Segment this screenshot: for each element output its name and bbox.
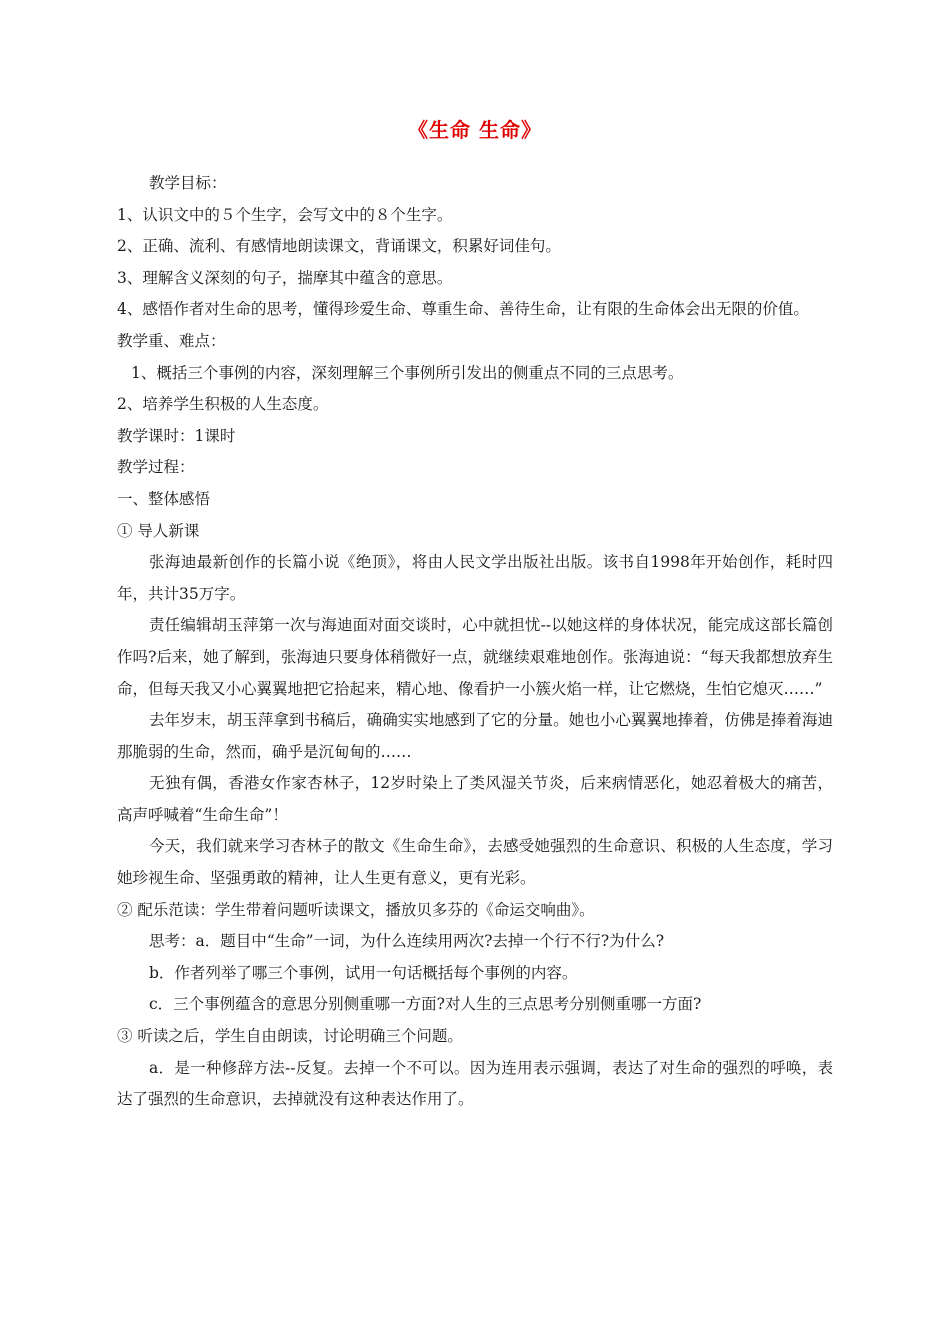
body-paragraph: 责任编辑胡玉萍第一次与海迪面对面交谈时，心中就担忧--以她这样的身体状况，能完成这部长篇创作吗?后来，她了解到，张海迪只要身体稍微好一点，就继续艰难地创作。张海迪说：“每天我都想放弃生命，但每天我又小心翼翼地把它拾起来，精心地、像看护一小簇火焰一样，让它燃烧，生怕它熄灭……” bbox=[117, 616, 833, 698]
body-paragraph: 今天，我们就来学习杏林子的散文《生命生命》，去感受她强烈的生命意识、积极的人生态度，学习她珍视生命、坚强勇敢的精神，让人生更有意义，更有光彩。 bbox=[117, 837, 833, 888]
body-paragraph: 去年岁末，胡玉萍拿到书稿后，确确实实地感到了它的分量。她也小心翼翼地捧着，仿佛是捧着海迪那脆弱的生命，然而，确乎是沉甸甸的…… bbox=[117, 711, 833, 761]
key-point-item: 2、培养学生积极的人生态度。 bbox=[117, 395, 329, 414]
objectives-heading: 教学目标： bbox=[149, 174, 227, 192]
objective-item: 1、认识文中的５个生字，会写文中的８个生字。 bbox=[117, 205, 453, 224]
step-heading: ① 导人新课 bbox=[117, 521, 200, 540]
body-paragraph: 无独有偶，香港女作家杏林子，12岁时染上了类风湿关节炎，后来病情恶化，她忍着极大的痛苦，高声呼喊着“生命生命”！ bbox=[117, 774, 833, 824]
answer-paragraph: a．是一种修辞方法--反复。去掉一个不可以。因为连用表示强调，表达了对生命的强烈的呼唤，表达了强烈的生命意识，去掉就没有这种表达作用了。 bbox=[117, 1058, 833, 1109]
objective-item: 2、正确、流利、有感情地朗读课文，背诵课文，积累好词佳句。 bbox=[117, 237, 561, 256]
body-paragraph: 张海迪最新创作的长篇小说《绝顶》，将由人民文学出版社出版。该书自1998年开始创作，耗时四年，共计35万字。 bbox=[117, 553, 833, 603]
objective-item: 3、理解含义深刻的句子，揣摩其中蕴含的意思。 bbox=[117, 268, 453, 287]
step-heading: ③ 听读之后，学生自由朗读，讨论明确三个问题。 bbox=[117, 1027, 463, 1046]
document-page bbox=[117, 112, 833, 1116]
objective-item: 4、感悟作者对生命的思考，懂得珍爱生命、尊重生命、善待生命，让有限的生命体会出无限的价值。 bbox=[117, 300, 809, 319]
key-points-heading: 教学重、难点： bbox=[117, 331, 226, 350]
question-item: b．作者列举了哪三个事例，试用一句话概括每个事例的内容。 bbox=[149, 963, 578, 982]
step-heading: ② 配乐范读：学生带着问题听读课文，播放贝多芬的《命运交响曲》。 bbox=[117, 900, 595, 919]
class-hours: 教学课时：1课时 bbox=[117, 426, 236, 445]
page-title: 《生命 生命》 bbox=[408, 118, 542, 142]
process-heading: 教学过程： bbox=[117, 458, 195, 477]
section-heading: 一、整体感悟 bbox=[117, 489, 211, 508]
question-item: 思考：a．题目中“生命”一词，为什么连续用两次?去掉一个行不行?为什么? bbox=[149, 932, 665, 951]
question-item: c．三个事例蕴含的意思分别侧重哪一方面?对人生的三点思考分别侧重哪一方面? bbox=[149, 995, 702, 1014]
key-point-item: 1、概括三个事例的内容，深刻理解三个事例所引发出的侧重点不同的三点思考。 bbox=[131, 363, 684, 382]
